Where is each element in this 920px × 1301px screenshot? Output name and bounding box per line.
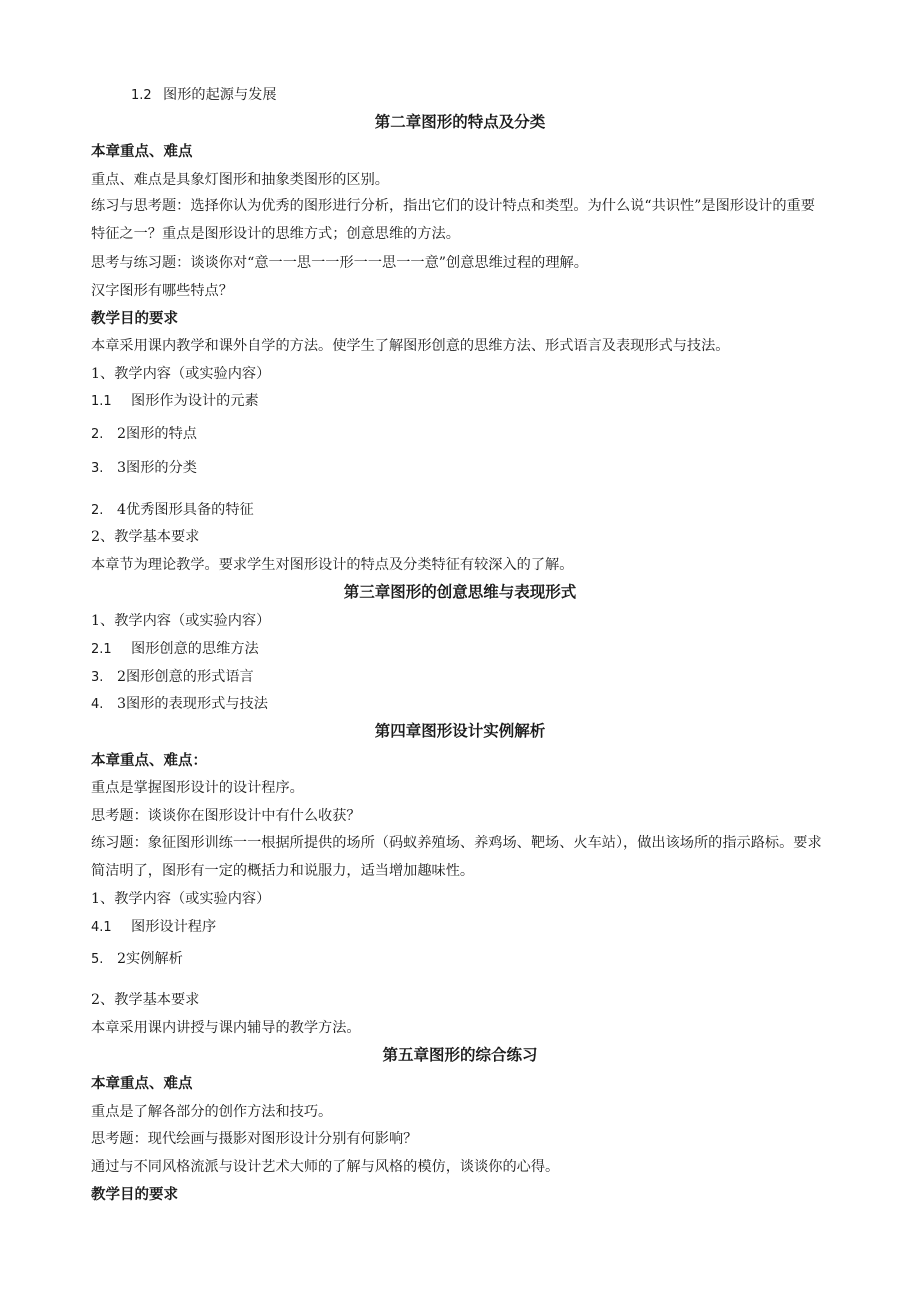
ch4-think: 思考题：谈谈你在图形设计中有什么收获？ xyxy=(91,808,361,824)
chapter-3-title: 第三章图形的创意思维与表现形式 xyxy=(343,583,577,601)
toc-item: 1.2 图形的起源与发展 xyxy=(131,87,277,103)
ch4-content-heading: 1、教学内容（或实验内容） xyxy=(91,891,271,907)
ch2-item: 2. 2图形的特点 xyxy=(91,426,197,442)
ch3-content-heading: 1、教学内容（或实验内容） xyxy=(91,613,271,629)
ch5-practice: 通过与不同风格流派与设计艺术大师的了解与风格的模仿，谈谈你的心得。 xyxy=(91,1159,560,1175)
ch3-item: 3. 2图形创意的形式语言 xyxy=(91,669,254,685)
ch4-key-text: 重点是掌握图形设计的设计程序。 xyxy=(91,780,304,796)
ch4-item: 5. 2实例解析 xyxy=(91,951,183,967)
ch2-item: 1.1 图形作为设计的元素 xyxy=(91,393,259,409)
ch4-key-heading: 本章重点、难点： xyxy=(91,753,207,769)
chapter-5-title: 第五章图形的综合练习 xyxy=(382,1046,538,1064)
chapter-4-title: 第四章图形设计实例解析 xyxy=(374,722,546,740)
ch5-key-heading: 本章重点、难点 xyxy=(91,1076,193,1092)
ch4-exercise: 练习题：象征图形训练一一根据所提供的场所（码蚁养殖场、养鸡场、靶场、火车站），做出该场所的指示路标。要求简洁明了，图形有一定的概括力和说服力，适当增加趣味性。 xyxy=(91,835,822,879)
ch2-item: 2. 4优秀图形具备的特征 xyxy=(91,502,254,518)
ch2-key-text: 重点、难点是具象灯图形和抽象类图形的区别。 xyxy=(91,172,389,188)
ch2-goal-text: 本章采用课内教学和课外自学的方法。使学生了解图形创意的思维方法、形式语言及表现形式与技法。 xyxy=(91,338,730,354)
ch4-basic-heading: 2、教学基本要求 xyxy=(91,992,200,1008)
ch4-basic-text: 本章采用课内讲授与课内辅导的教学方法。 xyxy=(91,1020,361,1036)
ch5-think: 思考题：现代绘画与摄影对图形设计分别有何影响？ xyxy=(91,1131,418,1147)
ch3-item: 4. 3图形的表现形式与技法 xyxy=(91,696,268,712)
chapter-2-title: 第二章图形的特点及分类 xyxy=(374,113,546,131)
ch2-content-heading: 1、教学内容（或实验内容） xyxy=(91,366,271,382)
ch3-item: 2.1 图形创意的思维方法 xyxy=(91,641,259,657)
ch5-goal-heading: 教学目的要求 xyxy=(91,1187,178,1203)
ch2-think: 思考与练习题：谈谈你对“意一一思一一形一一思一一意”创意思维过程的理解。 xyxy=(91,255,588,271)
ch2-exercise: 练习与思考题：选择你认为优秀的图形进行分析，指出它们的设计特点和类型。为什么说“共识性”是图形设计的重要特征之一？重点是图形设计的思维方式；创意思维的方法。 xyxy=(91,198,815,242)
ch5-key-text: 重点是了解各部分的创作方法和技巧。 xyxy=(91,1104,333,1120)
ch2-key-heading: 本章重点、难点 xyxy=(91,144,193,160)
ch4-item: 4.1 图形设计程序 xyxy=(91,919,217,935)
ch2-goal-heading: 教学目的要求 xyxy=(91,311,178,327)
ch2-basic-heading: 2、教学基本要求 xyxy=(91,529,200,545)
ch2-item: 3. 3图形的分类 xyxy=(91,460,197,476)
ch2-basic-text: 本章节为理论教学。要求学生对图形设计的特点及分类特征有较深入的了解。 xyxy=(91,557,574,573)
ch2-hanzi: 汉字图形有哪些特点？ xyxy=(91,283,233,299)
